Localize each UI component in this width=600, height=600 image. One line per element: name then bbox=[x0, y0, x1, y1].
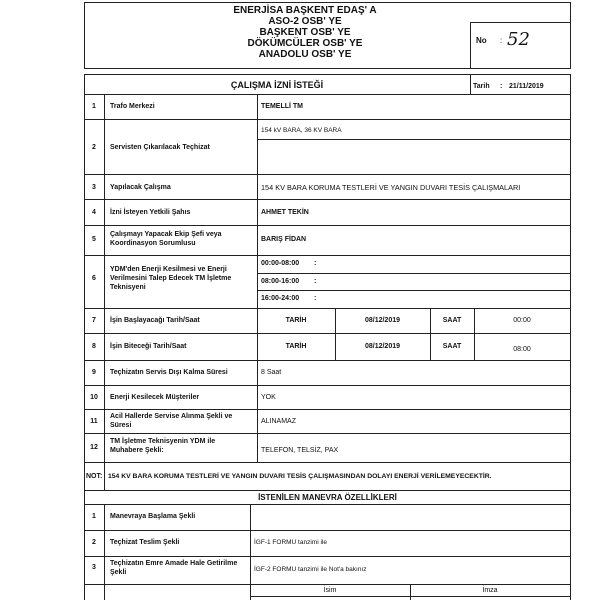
addressee-line-2: ASO-2 OSB' YE bbox=[268, 16, 342, 27]
note-text: 154 KV BARA KORUMA TESTLERİ VE YANGIN DUVARI TESİS ÇALIŞMASINDAN DOLAYI ENERJİ VERİLEMEYECEKTİR. bbox=[108, 473, 492, 480]
row-4-value: AHMET TEKİN bbox=[261, 209, 309, 216]
row-6-label-line-1: YDM'den Enerji Kesilmesi ve Enerji bbox=[110, 266, 227, 273]
row-5-value: BARIŞ FİDAN bbox=[261, 236, 307, 243]
addressee-line-5: ANADOLU OSB' YE bbox=[258, 49, 352, 60]
row-10-label: Enerji Kesilecek Müşteriler bbox=[110, 394, 200, 401]
maneuver-row-2-bottom bbox=[84, 556, 571, 557]
row-1-number: 1 bbox=[92, 103, 96, 110]
row-7-number: 7 bbox=[92, 317, 96, 324]
row-10-value: YOK bbox=[261, 394, 276, 401]
row-12-label-line-1: TM İşletme Teknisyenin YDM ile bbox=[110, 438, 216, 445]
row-8-number: 8 bbox=[92, 343, 96, 350]
row-1-label: Trafo Merkezi bbox=[110, 103, 155, 110]
date-label: Tarih bbox=[473, 83, 490, 90]
title-row-bottom bbox=[84, 94, 571, 95]
maneuver-row-2-value: İGF-1 FORMU tanzimi ile bbox=[254, 539, 327, 546]
addressee-line-1: ENERJİSA BAŞKENT EDAŞ' A bbox=[233, 5, 377, 16]
maneuver-row-3-label-line-1: Teçhizatın Emre Amade Hale Getirilme bbox=[110, 560, 238, 567]
row-6-shift-line-1 bbox=[257, 273, 571, 274]
header-no-divider bbox=[470, 22, 471, 68]
row-7-saat-label: SAAT bbox=[442, 317, 462, 324]
maneuver-row-3-bottom bbox=[84, 584, 571, 585]
row-12-bottom bbox=[84, 462, 571, 463]
row-1-value: TEMELLİ TM bbox=[261, 103, 303, 110]
form-no-label: No bbox=[476, 36, 487, 45]
maneuver-label-divider bbox=[250, 504, 251, 600]
maneuver-row-3-value: İGF-2 FORMU tanzimi ile Not'a bakınız bbox=[254, 566, 367, 573]
row-6-number: 6 bbox=[92, 275, 96, 282]
row-8-saat-value: 08:00 bbox=[513, 346, 531, 353]
maneuver-title: İSTENİLEN MANEVRA ÖZELLİKLERİ bbox=[258, 493, 397, 502]
maneuver-num-divider bbox=[104, 504, 105, 600]
row-7-8-tarih-divider bbox=[335, 308, 336, 360]
row-7-tarih-value: 08/12/2019 bbox=[364, 317, 401, 324]
maneuver-row-3-label-line-2: Şekli bbox=[110, 569, 127, 576]
addressee-line-4: DÖKÜMCÜLER OSB' YE bbox=[247, 38, 363, 49]
row-4-bottom bbox=[84, 225, 571, 226]
row-6-bottom bbox=[84, 308, 571, 309]
row-4-label: İzni İsteyen Yetkili Şahıs bbox=[110, 209, 191, 216]
row-1-bottom bbox=[84, 119, 571, 120]
row-11-value: ALINAMAZ bbox=[261, 418, 297, 425]
shift-2-sep: : bbox=[314, 278, 317, 285]
shift-3: 16:00-24:00 bbox=[261, 295, 300, 302]
maneuver-row-2-number: 2 bbox=[92, 539, 96, 546]
row-6-label-line-3: Teknisyeni bbox=[110, 284, 146, 291]
header-bottom-border bbox=[84, 68, 571, 69]
row-8-tarih-label: TARİH bbox=[285, 343, 307, 350]
row-12-label-line-2: Muhabere Şekli: bbox=[110, 447, 164, 454]
row-9-value: 8 Saat bbox=[261, 369, 282, 376]
table-right-border bbox=[570, 74, 571, 600]
row-7-saat-value: 00:00 bbox=[513, 317, 531, 324]
table-top-border bbox=[84, 74, 571, 75]
form-no-sep: : bbox=[500, 36, 503, 45]
row-5-label-line-1: Çalışmayı Yapacak Ekip Şefi veya bbox=[110, 231, 222, 238]
row-6-label-line-2: Verilmesini Talep Edecek TM İşletme bbox=[110, 275, 232, 282]
row-5-label-line-2: Koordinasyon Sorumlusu bbox=[110, 240, 196, 247]
row-11-bottom bbox=[84, 433, 571, 434]
header-right-border bbox=[570, 2, 571, 68]
row-7-bottom bbox=[84, 333, 571, 334]
maneuver-row-3-number: 3 bbox=[92, 564, 96, 571]
row-2-inner-line bbox=[257, 139, 571, 140]
row-3-bottom bbox=[84, 199, 571, 200]
row-8-bottom bbox=[84, 360, 571, 361]
addressee-line-3: BAŞKENT OSB' YE bbox=[259, 27, 351, 38]
row-8-label: İşin Biteceği Tarih/Saat bbox=[110, 343, 187, 350]
signature-name-label: İsim bbox=[323, 587, 337, 594]
form-title: ÇALIŞMA İZNİ İSTEĞİ bbox=[230, 80, 324, 90]
row-8-tarih-value: 08/12/2019 bbox=[364, 343, 401, 350]
maneuver-title-bottom bbox=[84, 504, 571, 505]
row-2-value: 154 kV BARA, 36 KV BARA bbox=[261, 127, 342, 134]
note-divider bbox=[104, 462, 105, 490]
header-left-border bbox=[84, 2, 85, 68]
row-9-bottom bbox=[84, 385, 571, 386]
row-7-label: İşin Başlayacağı Tarih/Saat bbox=[110, 317, 200, 324]
signature-sign-label: İmza bbox=[482, 587, 498, 594]
table-left-border bbox=[84, 74, 85, 600]
label-col-divider bbox=[257, 94, 258, 462]
row-3-label: Yapılacak Çalışma bbox=[110, 184, 171, 191]
row-7-tarih-label: TARİH bbox=[285, 317, 307, 324]
maneuver-row-1-number: 1 bbox=[92, 513, 96, 520]
note-label: NOT: bbox=[86, 473, 103, 480]
row-5-number: 5 bbox=[92, 236, 96, 243]
maneuver-row-2-label: Teçhizat Teslim Şekli bbox=[110, 539, 180, 546]
shift-1-sep: : bbox=[314, 260, 317, 267]
row-4-number: 4 bbox=[92, 209, 96, 216]
row-2-number: 2 bbox=[92, 144, 96, 151]
maneuver-row-1-bottom bbox=[84, 530, 571, 531]
shift-1: 00:00-08:00 bbox=[261, 260, 300, 267]
row-11-label-line-2: Süresi bbox=[110, 422, 132, 429]
note-row-bottom bbox=[84, 490, 571, 491]
maneuver-row-1-label: Manevraya Başlama Şekli bbox=[110, 513, 196, 520]
row-8-saat-label: SAAT bbox=[442, 343, 462, 350]
date-value: 21/11/2019 bbox=[509, 83, 544, 90]
row-9-number: 9 bbox=[92, 369, 96, 376]
form-no-value: 52 bbox=[507, 29, 530, 50]
date-sep: : bbox=[500, 83, 503, 90]
header-no-top bbox=[470, 22, 571, 23]
row-11-label-line-1: Acil Hallerde Servise Alınma Şekli ve bbox=[110, 413, 233, 420]
header-top-border bbox=[84, 2, 571, 3]
row-5-bottom bbox=[84, 255, 571, 256]
row-6-shift-line-2 bbox=[257, 290, 571, 291]
row-12-number: 12 bbox=[90, 444, 98, 451]
row-11-number: 11 bbox=[90, 418, 98, 425]
row-12-value: TELEFON, TELSİZ, PAX bbox=[261, 447, 339, 454]
row-2-label: Servisten Çıkarılacak Teçhizat bbox=[110, 144, 210, 151]
row-10-number: 10 bbox=[90, 394, 98, 401]
row-10-bottom bbox=[84, 409, 571, 410]
title-date-divider bbox=[470, 74, 471, 94]
row-3-number: 3 bbox=[92, 184, 96, 191]
shift-2: 08:00-16:00 bbox=[261, 278, 300, 285]
shift-3-sep: : bbox=[314, 295, 317, 302]
row-7-8-date-divider bbox=[430, 308, 431, 360]
num-col-divider bbox=[104, 94, 105, 462]
row-2-bottom bbox=[84, 174, 571, 175]
row-3-value: 154 KV BARA KORUMA TESTLERİ VE YANGIN DUVARI TESİS ÇALIŞMALARI bbox=[261, 183, 521, 192]
row-9-label: Teçhizatın Servis Dışı Kalma Süresi bbox=[110, 369, 228, 376]
